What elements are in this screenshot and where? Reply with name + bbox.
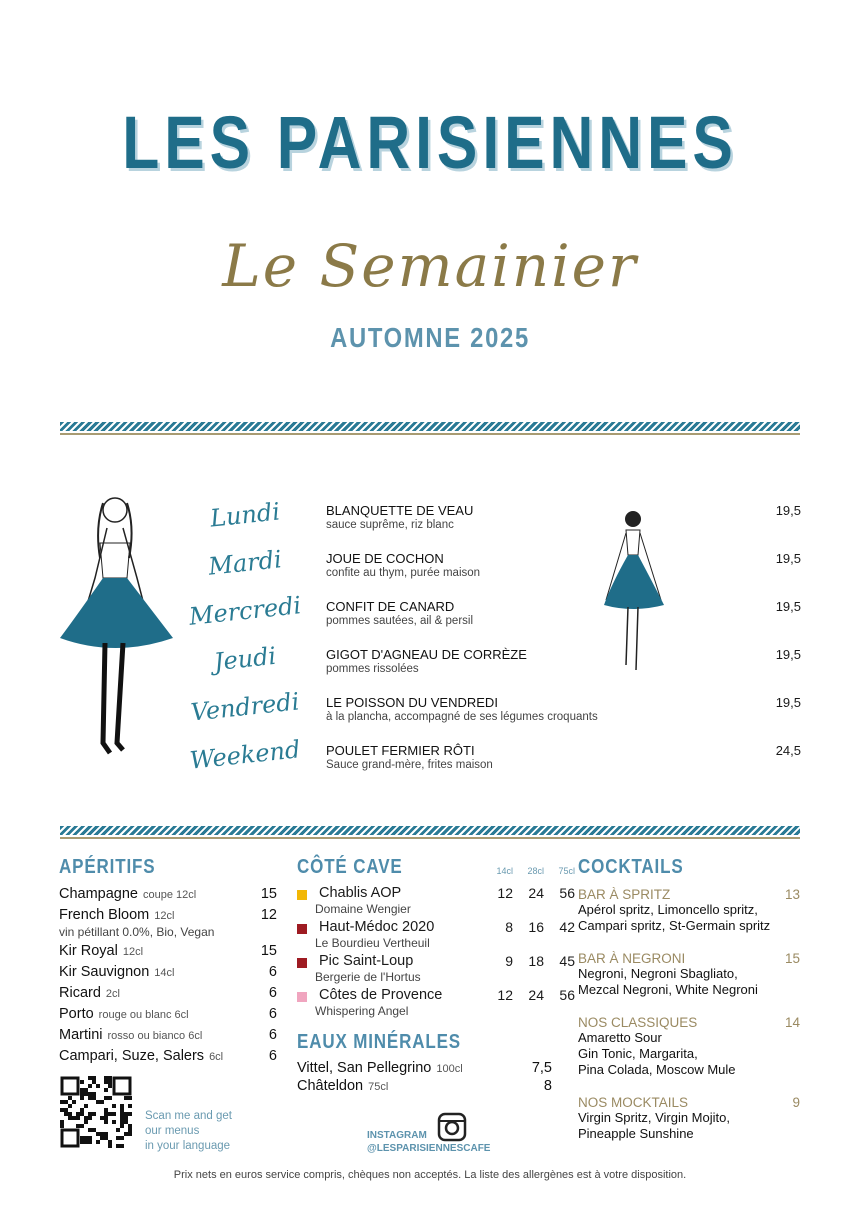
woman-illustration-left — [55, 488, 180, 768]
item-price: 6 — [268, 1027, 277, 1043]
dish-description: sauce suprême, riz blanc — [326, 519, 454, 531]
wine-price: 45 — [559, 953, 575, 969]
item-size: 12cl — [122, 946, 144, 958]
season-label: AUTOMNE 2025 — [330, 322, 530, 353]
item-size: 6cl — [209, 1051, 224, 1063]
dish-name: JOUE DE COCHON — [326, 551, 444, 566]
cocktail-group-name: BAR À SPRITZ — [578, 887, 671, 902]
wine-price: 56 — [559, 885, 575, 901]
wine-item — [297, 953, 575, 987]
divider-line — [60, 433, 800, 435]
wine-price: 18 — [528, 953, 544, 969]
wine-name: Chablis AOP — [319, 885, 402, 901]
wine-price: 9 — [505, 953, 513, 969]
dish-item — [326, 743, 801, 771]
dish-price: 19,5 — [775, 551, 801, 566]
dish-description: pommes sautées, ail & persil — [326, 615, 474, 627]
day-label: Jeudi — [212, 641, 278, 677]
wine-item — [297, 919, 575, 953]
section-title: APÉRITIFS — [59, 856, 156, 878]
section-title: EAUX MINÉRALES — [297, 1031, 461, 1053]
item-price: 12 — [260, 907, 277, 923]
item-size: 12cl — [154, 910, 175, 922]
restaurant-title: LES PARISIENNES — [122, 101, 738, 184]
dish-name: POULET FERMIER RÔTI — [326, 743, 475, 758]
menu-subtitle: Le Semainier — [222, 232, 638, 300]
wine-name: Haut-Médoc 2020 — [319, 919, 435, 935]
cocktail-list: Apérol spritz, Limoncello spritz, — [578, 902, 758, 917]
item-size: 2cl — [105, 988, 120, 1000]
dish-price: 19,5 — [775, 647, 801, 662]
item-price: 15 — [260, 943, 277, 959]
cocktail-group — [578, 1015, 800, 1078]
aperitif-item — [59, 1025, 277, 1046]
item-size: 100cl — [436, 1063, 463, 1075]
column-header: 28cl — [527, 866, 544, 876]
day-label: Vendredi — [189, 687, 301, 727]
wine-color-swatch — [297, 924, 307, 934]
item-name: French Bloom — [59, 907, 150, 923]
day-label: Lundi — [208, 497, 282, 533]
cocktail-list: Virgin Spritz, Virgin Mojito, — [578, 1110, 730, 1125]
dish-item — [326, 695, 801, 723]
divider-stripe — [60, 826, 800, 835]
dish-item — [326, 599, 801, 627]
dish-price: 19,5 — [775, 599, 801, 614]
water-item — [297, 1078, 555, 1096]
dish-name: GIGOT D'AGNEAU DE CORRÈZE — [326, 647, 527, 662]
cocktail-list: Gin Tonic, Margarita, — [578, 1046, 698, 1061]
wine-name: Pic Saint-Loup — [319, 953, 414, 969]
cocktail-list: Amaretto Sour — [578, 1030, 662, 1045]
item-size: 75cl — [368, 1081, 389, 1093]
wine-price: 24 — [528, 987, 544, 1003]
column-header: 14cl — [496, 866, 513, 876]
item-name: Martini — [59, 1027, 103, 1043]
cocktail-group-price: 14 — [784, 1015, 800, 1030]
wine-price: 24 — [528, 885, 544, 901]
dish-price: 19,5 — [775, 503, 801, 518]
qr-caption — [145, 1109, 232, 1154]
wine-color-swatch — [297, 992, 307, 1002]
cocktail-group-name: NOS CLASSIQUES — [578, 1015, 698, 1030]
item-name: Châteldon — [297, 1078, 364, 1094]
aperitifs-section — [59, 856, 277, 1067]
column-header: 75cl — [558, 866, 575, 876]
aperitif-item — [59, 905, 277, 938]
water-item — [297, 1060, 555, 1078]
instagram-label: INSTAGRAM — [367, 1130, 427, 1141]
dish-item — [326, 647, 801, 675]
dish-name: CONFIT DE CANARD — [326, 599, 455, 614]
item-size: 14cl — [154, 967, 175, 979]
dish-description: Sauce grand-mère, frites maison — [326, 759, 493, 771]
item-price: 15 — [260, 886, 277, 902]
item-price: 6 — [268, 1048, 277, 1064]
item-name: Vittel, San Pellegrino — [297, 1060, 432, 1076]
dish-item — [326, 503, 801, 531]
wine-domain: Le Bourdieu Vertheuil — [315, 936, 430, 950]
item-name: Kir Sauvignon — [59, 964, 150, 980]
aperitif-item — [59, 983, 277, 1004]
cocktail-group-name: NOS MOCKTAILS — [578, 1095, 689, 1110]
day-label: Weekend — [188, 735, 302, 775]
cocktails-section — [578, 856, 800, 1159]
wine-name: Côtes de Provence — [319, 987, 443, 1003]
footer-note: Prix nets en euros service compris, chèques non acceptés. La liste des allergènes est à votre disposition. — [173, 1169, 687, 1181]
aperitif-item — [59, 884, 277, 905]
item-name: Porto — [59, 1006, 94, 1022]
wine-domain: Bergerie de l'Hortus — [315, 970, 421, 984]
cocktail-group-price: 9 — [792, 1095, 800, 1110]
item-price: 8 — [543, 1078, 552, 1094]
cocktail-group — [578, 951, 800, 998]
cocktail-group-price: 13 — [784, 887, 800, 902]
wine-price: 12 — [497, 987, 513, 1003]
item-price: 7,5 — [531, 1060, 552, 1076]
dish-price: 19,5 — [775, 695, 801, 710]
dish-name: BLANQUETTE DE VEAU — [326, 503, 474, 518]
aperitif-item — [59, 941, 277, 962]
wine-price: 12 — [497, 885, 513, 901]
cocktail-list: Mezcal Negroni, White Negroni — [578, 982, 758, 997]
day-label: Mercredi — [187, 591, 303, 631]
cocktail-group — [578, 887, 800, 934]
section-title: CÔTÉ CAVE — [297, 856, 403, 878]
item-name: Ricard — [59, 985, 101, 1001]
cocktail-group-price: 15 — [784, 951, 800, 966]
divider-stripe — [60, 422, 800, 431]
dish-description: à la plancha, accompagné de ses légumes croquants — [326, 711, 598, 723]
item-size: coupe 12cl — [143, 889, 197, 901]
aperitif-item — [59, 962, 277, 983]
cocktail-list: Pina Colada, Moscow Mule — [578, 1062, 736, 1077]
item-name: Champagne — [59, 886, 138, 902]
item-note: vin pétillant 0.0%, Bio, Vegan — [59, 925, 215, 939]
item-name: Kir Royal — [59, 943, 118, 959]
section-title: COCKTAILS — [578, 856, 684, 878]
dish-item — [326, 551, 801, 579]
item-price: 6 — [268, 985, 277, 1001]
qr-caption-line: our menus — [145, 1125, 200, 1137]
wine-color-swatch — [297, 958, 307, 968]
camera-icon — [437, 1112, 467, 1142]
dish-description: confite au thym, purée maison — [326, 567, 481, 579]
wine-domain: Domaine Wengier — [315, 902, 411, 916]
cocktail-group-name: BAR À NEGRONI — [578, 951, 686, 966]
cocktail-group — [578, 1095, 800, 1142]
cocktail-list: Campari spritz, St-Germain spritz — [578, 918, 771, 933]
wine-price: 16 — [528, 919, 544, 935]
wine-price: 56 — [559, 987, 575, 1003]
qr-caption-line: in your language — [145, 1140, 231, 1152]
cocktail-list: Pineapple Sunshine — [578, 1126, 694, 1141]
cocktail-list: Negroni, Negroni Sbagliato, — [578, 966, 738, 981]
day-label: Mardi — [207, 545, 283, 581]
item-price: 6 — [268, 964, 277, 980]
instagram-handle: @LESPARISIENNESCAFE — [367, 1143, 491, 1154]
wine-price: 42 — [559, 919, 575, 935]
item-name: Campari, Suze, Salers — [59, 1048, 205, 1064]
item-size: rosso ou bianco 6cl — [107, 1030, 203, 1042]
dish-name: LE POISSON DU VENDREDI — [326, 695, 498, 710]
wine-domain: Whispering Angel — [315, 1004, 409, 1018]
qr-caption-line: Scan me and get — [145, 1110, 232, 1122]
wine-item — [297, 987, 575, 1021]
wine-item — [297, 885, 575, 919]
aperitif-item — [59, 1004, 277, 1025]
wine-price: 8 — [505, 919, 513, 935]
aperitif-item — [59, 1046, 277, 1067]
item-price: 6 — [268, 1006, 277, 1022]
dish-description: pommes rissolées — [326, 663, 419, 675]
wine-section — [297, 856, 575, 1096]
dish-price: 24,5 — [775, 743, 801, 758]
item-size: rouge ou blanc 6cl — [98, 1009, 189, 1021]
wine-color-swatch — [297, 890, 307, 900]
qr-code[interactable] — [60, 1076, 132, 1148]
divider-line — [60, 837, 800, 839]
